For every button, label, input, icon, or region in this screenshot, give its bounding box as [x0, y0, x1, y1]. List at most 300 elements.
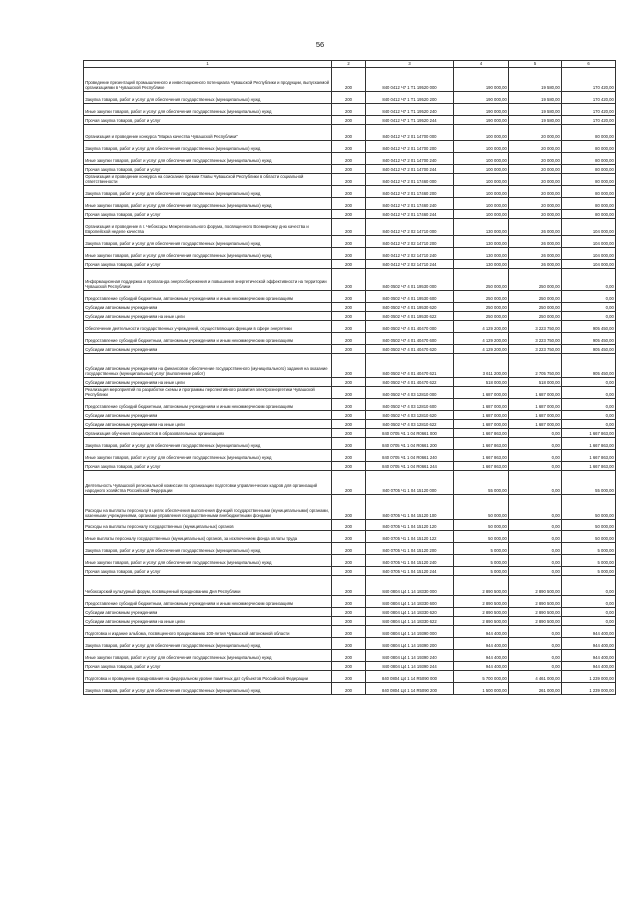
row-amount-republic: 55 000,00	[562, 471, 616, 495]
row-description: Деятельность Чувашской региональной комиссии по организации подготовки управленческих кадров для организаций народного хозяйства Российской Федерации	[84, 471, 332, 495]
row-amount-republic: 104 000,00	[562, 219, 616, 236]
table-row	[84, 555, 616, 567]
table-row	[84, 520, 616, 531]
table-row	[84, 576, 616, 596]
row-amount-federal: 0,00	[509, 471, 562, 495]
row-description: Чебоксарский культурный форум, посвященный празднованию Дня Республики	[84, 576, 332, 596]
row-amount-total: 100 000,00	[454, 125, 509, 141]
row-description: Организация обучения специалистов в образовательных организациях	[84, 429, 332, 438]
row-amount-federal: 19 580,00	[509, 92, 562, 104]
row-description: Субсидии автономным учреждениям на финансовое обеспечение государственного (муниципального) задания на оказание государственных (муниципальных) услуг (выполнение работ)	[84, 354, 332, 378]
row-description: Прочая закупка товаров, работ и услуг	[84, 116, 332, 125]
row-amount-total: 1 667 863,00	[454, 450, 509, 462]
table-row	[84, 219, 616, 236]
row-amount-republic: 0,00	[562, 291, 616, 303]
row-amount-republic: 0,00	[562, 596, 616, 608]
row-description: Предоставление субсидий бюджетным, автономным учреждениям и иным некоммерческим организациям	[84, 399, 332, 411]
table-row	[84, 141, 616, 153]
table-row	[84, 596, 616, 608]
row-amount-total: 250 000,00	[454, 303, 509, 312]
row-amount-total: 50 000,00	[454, 520, 509, 531]
row-amount-federal: 2 890 500,00	[509, 617, 562, 626]
row-amount-total: 5 700 000,00	[454, 671, 509, 683]
row-amount-total: 1 687 000,00	[454, 420, 509, 429]
row-amount-republic: 0,00	[562, 420, 616, 429]
row-description: Закупка товаров, работ и услуг для обеспечения государственных (муниципальных) нужд	[84, 638, 332, 650]
row-amount-republic: 944 400,00	[562, 626, 616, 638]
row-description: Организация и проведение в г. Чебоксары Межрегионального форума, посвященного Всемирному дню качества и Европейской неделе качества	[84, 219, 332, 236]
row-description: Проведение презентаций промышленного и инвестиционного потенциала Чувашской Республики и продукции, выпускаемой организациями в Чувашской Республике	[84, 68, 332, 92]
row-amount-federal: 1 687 000,00	[509, 420, 562, 429]
row-description: Подготовка и издание альбома, посвященного празднованию 100-летия Чувашской автономной области	[84, 626, 332, 638]
row-amount-federal: 250 000,00	[509, 291, 562, 303]
row-amount-total: 5 000,00	[454, 543, 509, 555]
row-classification: 840 0412 Ч7 2 01 17460 240	[366, 198, 454, 210]
row-code: 200	[332, 471, 366, 495]
table-row	[84, 429, 616, 438]
row-description: Подготовка и проведение празднования на федеральном уровне памятных дат субъектов Российской Федерации	[84, 671, 332, 683]
row-amount-total: 1 667 863,00	[454, 438, 509, 450]
row-amount-federal: 0,00	[509, 650, 562, 662]
row-amount-republic: 0,00	[562, 312, 616, 321]
row-code: 200	[332, 420, 366, 429]
table-row	[84, 387, 616, 399]
row-classification: 840 0804 Ц4 1 14 19390 200	[366, 638, 454, 650]
row-classification: 840 0412 Ч7 2 01 14700 244	[366, 165, 454, 174]
row-classification: 840 0804 Ц4 1 14 18330 000	[366, 576, 454, 596]
row-amount-total: 4 129 200,00	[454, 321, 509, 333]
row-classification: 840 0412 Ч7 2 01 17460 000	[366, 174, 454, 186]
row-description: Прочая закупка товаров, работ и услуг	[84, 462, 332, 471]
row-description: Расходы на выплаты персоналу государственных (муниципальных) органов	[84, 520, 332, 531]
row-amount-total: 2 890 500,00	[454, 608, 509, 617]
column-header: 1	[84, 61, 332, 68]
row-amount-federal: 0,00	[509, 555, 562, 567]
table-row	[84, 210, 616, 219]
row-description: Субсидии автономным учреждениям	[84, 303, 332, 312]
table-row	[84, 671, 616, 683]
row-amount-republic: 5 000,00	[562, 543, 616, 555]
row-classification: 840 0412 Ч7 1 Т1 19520 240	[366, 104, 454, 116]
row-description: Субсидии автономным учреждениям	[84, 345, 332, 354]
row-code: 200	[332, 269, 366, 291]
row-code: 200	[332, 617, 366, 626]
row-code: 200	[332, 608, 366, 617]
row-classification: 840 0502 Ч7 4 01 40470 620	[366, 345, 454, 354]
row-code: 200	[332, 333, 366, 345]
row-amount-total: 1 687 000,00	[454, 399, 509, 411]
row-classification: 840 0705 Ч1 1 04 15120 000	[366, 471, 454, 495]
row-amount-total: 5 000,00	[454, 555, 509, 567]
table-row	[84, 321, 616, 333]
row-amount-total: 50 000,00	[454, 495, 509, 520]
column-header: 4	[454, 61, 509, 68]
row-code: 200	[332, 543, 366, 555]
table-row	[84, 662, 616, 671]
row-amount-federal: 0,00	[509, 567, 562, 576]
row-amount-federal: 26 000,00	[509, 248, 562, 260]
row-amount-federal: 19 580,00	[509, 116, 562, 125]
row-code: 200	[332, 104, 366, 116]
row-classification: 840 0502 Ч7 4 01 19530 622	[366, 312, 454, 321]
table-row	[84, 378, 616, 387]
row-classification: 840 0705 Ч1 1 04 15120 240	[366, 555, 454, 567]
row-description: Предоставление субсидий бюджетным, автономным учреждениям и иным некоммерческим организациям	[84, 333, 332, 345]
row-amount-total: 1 687 000,00	[454, 411, 509, 420]
row-amount-total: 1 667 863,00	[454, 429, 509, 438]
table-row	[84, 626, 616, 638]
row-code: 200	[332, 116, 366, 125]
row-amount-total: 100 000,00	[454, 141, 509, 153]
row-amount-republic: 80 000,00	[562, 153, 616, 165]
row-description: Прочая закупка товаров, работ и услуг	[84, 210, 332, 219]
row-amount-republic: 0,00	[562, 399, 616, 411]
row-code: 200	[332, 345, 366, 354]
row-amount-federal: 2 890 500,00	[509, 576, 562, 596]
row-amount-total: 190 000,00	[454, 116, 509, 125]
row-code: 200	[332, 596, 366, 608]
row-code: 200	[332, 210, 366, 219]
row-classification: 840 0502 Ч7 4 01 40470 000	[366, 321, 454, 333]
row-amount-republic: 905 450,00	[562, 321, 616, 333]
column-header: 6	[562, 61, 616, 68]
row-description: Закупка товаров, работ и услуг для обеспечения государственных (муниципальных) нужд	[84, 92, 332, 104]
row-classification: 840 0804 Ц4 1 14 R5090 000	[366, 671, 454, 683]
table-row	[84, 638, 616, 650]
row-amount-republic: 80 000,00	[562, 210, 616, 219]
row-amount-federal: 261 000,00	[509, 683, 562, 695]
row-classification: 840 0412 Ч7 2 02 14710 244	[366, 260, 454, 269]
row-code: 200	[332, 219, 366, 236]
row-code: 200	[332, 125, 366, 141]
row-amount-total: 4 129 200,00	[454, 345, 509, 354]
row-code: 200	[332, 520, 366, 531]
row-classification: 840 0705 Ч1 1 04 15120 100	[366, 495, 454, 520]
table-row	[84, 303, 616, 312]
row-classification: 840 0502 Ч7 4 03 12810 620	[366, 411, 454, 420]
row-amount-republic: 50 000,00	[562, 531, 616, 543]
row-classification: 840 0705 Ч1 1 04 15120 122	[366, 531, 454, 543]
row-amount-total: 100 000,00	[454, 153, 509, 165]
row-amount-republic: 170 420,00	[562, 104, 616, 116]
row-classification: 840 0705 Ч1 1 04 R0661 240	[366, 450, 454, 462]
row-amount-republic: 80 000,00	[562, 174, 616, 186]
row-amount-republic: 905 450,00	[562, 333, 616, 345]
table-row	[84, 68, 616, 92]
row-description: Предоставление субсидий бюджетным, автономным учреждениям и иным некоммерческим организациям	[84, 596, 332, 608]
row-classification: 840 0502 Ч7 4 01 40470 600	[366, 333, 454, 345]
row-description: Иные закупки товаров, работ и услуг для обеспечения государственных (муниципальных) нужд	[84, 650, 332, 662]
row-amount-federal: 0,00	[509, 520, 562, 531]
row-code: 200	[332, 291, 366, 303]
row-amount-republic: 944 400,00	[562, 638, 616, 650]
table-row	[84, 345, 616, 354]
row-amount-federal: 20 000,00	[509, 165, 562, 174]
row-description: Реализация мероприятий по разработке схемы и программы перспективного развития электроэнергетики Чувашской Республики	[84, 387, 332, 399]
row-amount-total: 100 000,00	[454, 174, 509, 186]
row-amount-total: 2 890 500,00	[454, 617, 509, 626]
row-amount-total: 944 400,00	[454, 638, 509, 650]
row-amount-republic: 80 000,00	[562, 198, 616, 210]
table-row	[84, 683, 616, 695]
row-code: 200	[332, 638, 366, 650]
row-amount-total: 250 000,00	[454, 291, 509, 303]
table-row	[84, 260, 616, 269]
row-amount-total: 130 000,00	[454, 219, 509, 236]
row-amount-total: 50 000,00	[454, 531, 509, 543]
table-row	[84, 165, 616, 174]
row-amount-republic: 104 000,00	[562, 236, 616, 248]
row-amount-federal: 0,00	[509, 429, 562, 438]
row-classification: 840 0804 Ц4 1 14 19390 000	[366, 626, 454, 638]
row-amount-federal: 20 000,00	[509, 198, 562, 210]
table-row	[84, 438, 616, 450]
row-amount-federal: 0,00	[509, 495, 562, 520]
row-amount-total: 1 500 000,00	[454, 683, 509, 695]
row-classification: 840 0412 Ч7 2 02 14710 200	[366, 236, 454, 248]
row-amount-federal: 250 000,00	[509, 303, 562, 312]
table-row	[84, 248, 616, 260]
row-amount-republic: 1 667 863,00	[562, 450, 616, 462]
row-amount-total: 5 000,00	[454, 567, 509, 576]
table-row	[84, 92, 616, 104]
row-amount-federal: 20 000,00	[509, 174, 562, 186]
row-code: 200	[332, 567, 366, 576]
row-amount-republic: 80 000,00	[562, 141, 616, 153]
row-classification: 840 0705 Ч1 1 04 R0661 000	[366, 429, 454, 438]
row-description: Субсидии автономным учреждениям	[84, 608, 332, 617]
row-classification: 840 0502 Ч7 4 01 19530 000	[366, 269, 454, 291]
row-amount-federal: 2 890 500,00	[509, 596, 562, 608]
row-amount-total: 3 611 200,00	[454, 354, 509, 378]
row-classification: 840 0502 Ч7 4 01 40470 622	[366, 378, 454, 387]
row-description: Закупка товаров, работ и услуг для обеспечения государственных (муниципальных) нужд	[84, 438, 332, 450]
row-description: Субсидии автономным учреждениям на иные цели	[84, 312, 332, 321]
row-code: 200	[332, 174, 366, 186]
row-description: Иные закупки товаров, работ и услуг для обеспечения государственных (муниципальных) нужд	[84, 153, 332, 165]
row-amount-federal: 20 000,00	[509, 186, 562, 198]
row-amount-federal: 0,00	[509, 638, 562, 650]
row-amount-total: 55 000,00	[454, 471, 509, 495]
row-code: 200	[332, 186, 366, 198]
row-classification: 840 0412 Ч7 1 Т1 19520 000	[366, 68, 454, 92]
row-description: Предоставление субсидий бюджетным, автономным учреждениям и иным некоммерческим организациям	[84, 291, 332, 303]
row-amount-republic: 0,00	[562, 617, 616, 626]
row-code: 200	[332, 68, 366, 92]
row-amount-federal: 20 000,00	[509, 153, 562, 165]
row-classification: 840 0804 Ц4 1 14 19390 244	[366, 662, 454, 671]
row-description: Закупка товаров, работ и услуг для обеспечения государственных (муниципальных) нужд	[84, 141, 332, 153]
row-amount-republic: 104 000,00	[562, 248, 616, 260]
row-amount-republic: 170 420,00	[562, 68, 616, 92]
row-classification: 840 0412 Ч7 1 Т1 19520 200	[366, 92, 454, 104]
row-amount-federal: 19 580,00	[509, 104, 562, 116]
row-amount-federal: 0,00	[509, 438, 562, 450]
row-code: 200	[332, 555, 366, 567]
row-amount-republic: 104 000,00	[562, 260, 616, 269]
row-amount-federal: 20 000,00	[509, 141, 562, 153]
row-amount-republic: 0,00	[562, 269, 616, 291]
row-classification: 840 0412 Ч7 2 02 14710 240	[366, 248, 454, 260]
row-code: 200	[332, 354, 366, 378]
row-classification: 840 0705 Ч1 1 04 R0661 244	[366, 462, 454, 471]
row-code: 200	[332, 312, 366, 321]
row-amount-total: 100 000,00	[454, 198, 509, 210]
row-description: Иные выплаты персоналу государственных (муниципальных) органов, за исключением фонда оплаты труда	[84, 531, 332, 543]
row-code: 200	[332, 153, 366, 165]
row-amount-total: 130 000,00	[454, 236, 509, 248]
row-amount-total: 518 000,00	[454, 378, 509, 387]
row-amount-federal: 4 461 000,00	[509, 671, 562, 683]
row-code: 200	[332, 683, 366, 695]
table-row	[84, 495, 616, 520]
row-amount-federal: 0,00	[509, 626, 562, 638]
row-description: Прочая закупка товаров, работ и услуг	[84, 260, 332, 269]
row-amount-total: 4 129 200,00	[454, 333, 509, 345]
table-row	[84, 650, 616, 662]
table-row	[84, 125, 616, 141]
row-code: 200	[332, 450, 366, 462]
table-row	[84, 104, 616, 116]
table-row	[84, 471, 616, 495]
row-amount-republic: 1 667 863,00	[562, 462, 616, 471]
row-amount-total: 944 400,00	[454, 626, 509, 638]
row-amount-total: 130 000,00	[454, 260, 509, 269]
row-classification: 840 0412 Ч7 2 01 17460 200	[366, 186, 454, 198]
page-number: 56	[315, 40, 325, 49]
row-amount-federal: 26 000,00	[509, 219, 562, 236]
row-description: Субсидии автономным учреждениям на иные цели	[84, 420, 332, 429]
row-amount-republic: 944 400,00	[562, 650, 616, 662]
table-row	[84, 291, 616, 303]
row-description: Прочая закупка товаров, работ и услуг	[84, 165, 332, 174]
row-amount-total: 190 000,00	[454, 68, 509, 92]
row-amount-total: 2 890 500,00	[454, 576, 509, 596]
row-classification: 840 0804 Ц4 1 14 R5090 200	[366, 683, 454, 695]
table-row	[84, 186, 616, 198]
row-code: 200	[332, 462, 366, 471]
row-amount-federal: 19 580,00	[509, 68, 562, 92]
row-classification: 840 0705 Ч1 1 04 15120 244	[366, 567, 454, 576]
row-code: 200	[332, 662, 366, 671]
row-classification: 840 0502 Ч7 4 03 12810 600	[366, 399, 454, 411]
row-amount-total: 130 000,00	[454, 248, 509, 260]
table-body	[84, 68, 616, 695]
row-amount-federal: 1 687 000,00	[509, 387, 562, 399]
row-classification: 840 0804 Ц4 1 14 18330 600	[366, 596, 454, 608]
row-amount-republic: 80 000,00	[562, 125, 616, 141]
row-code: 200	[332, 387, 366, 399]
row-classification: 840 0502 Ч7 4 03 12810 622	[366, 420, 454, 429]
row-description: Организация и проведение конкурса "Марка качества Чувашской Республики"	[84, 125, 332, 141]
row-code: 200	[332, 438, 366, 450]
row-amount-total: 2 890 500,00	[454, 596, 509, 608]
table-row	[84, 236, 616, 248]
row-amount-federal: 1 687 000,00	[509, 411, 562, 420]
row-amount-republic: 170 420,00	[562, 116, 616, 125]
row-amount-total: 100 000,00	[454, 186, 509, 198]
row-code: 200	[332, 236, 366, 248]
row-code: 200	[332, 141, 366, 153]
row-description: Прочая закупка товаров, работ и услуг	[84, 662, 332, 671]
table-row	[84, 531, 616, 543]
row-description: Субсидии автономным учреждениям на иные цели	[84, 378, 332, 387]
row-classification: 840 0502 Ч7 4 01 19530 600	[366, 291, 454, 303]
row-description: Прочая закупка товаров, работ и услуг	[84, 567, 332, 576]
row-classification: 840 0804 Ц4 1 14 18330 620	[366, 608, 454, 617]
row-classification: 840 0412 Ч7 2 01 14700 200	[366, 141, 454, 153]
row-classification: 840 0705 Ч1 1 04 15120 120	[366, 520, 454, 531]
row-amount-total: 100 000,00	[454, 210, 509, 219]
row-amount-republic: 0,00	[562, 303, 616, 312]
row-classification: 840 0705 Ч1 1 04 15120 200	[366, 543, 454, 555]
row-code: 200	[332, 378, 366, 387]
table-row	[84, 174, 616, 186]
row-description: Иные закупки товаров, работ и услуг для обеспечения государственных (муниципальных) нужд	[84, 248, 332, 260]
row-description: Закупка товаров, работ и услуг для обеспечения государственных (муниципальных) нужд	[84, 683, 332, 695]
row-classification: 840 0412 Ч7 2 01 14700 000	[366, 125, 454, 141]
row-amount-federal: 0,00	[509, 662, 562, 671]
row-code: 200	[332, 321, 366, 333]
table-row	[84, 543, 616, 555]
row-classification: 840 0502 Ч7 4 03 12810 000	[366, 387, 454, 399]
row-amount-republic: 905 450,00	[562, 345, 616, 354]
row-amount-federal: 250 000,00	[509, 269, 562, 291]
row-amount-federal: 1 687 000,00	[509, 399, 562, 411]
row-description: Субсидии автономным учреждениям	[84, 411, 332, 420]
row-classification: 840 0804 Ц4 1 14 19390 240	[366, 650, 454, 662]
row-code: 200	[332, 531, 366, 543]
row-classification: 840 0804 Ц4 1 14 18330 622	[366, 617, 454, 626]
table-row	[84, 462, 616, 471]
row-description: Организация и проведение конкурса на соискание премии Главы Чувашской Республики в области социальной ответственности	[84, 174, 332, 186]
row-amount-republic: 0,00	[562, 576, 616, 596]
row-code: 200	[332, 165, 366, 174]
row-code: 200	[332, 576, 366, 596]
row-amount-republic: 0,00	[562, 387, 616, 399]
table-row	[84, 116, 616, 125]
row-description: Иные закупки товаров, работ и услуг для обеспечения государственных (муниципальных) нужд	[84, 104, 332, 116]
table-row	[84, 354, 616, 378]
table-row	[84, 153, 616, 165]
table-row	[84, 567, 616, 576]
row-description: Закупка товаров, работ и услуг для обеспечения государственных (муниципальных) нужд	[84, 543, 332, 555]
row-description: Закупка товаров, работ и услуг для обеспечения государственных (муниципальных) нужд	[84, 236, 332, 248]
row-amount-republic: 50 000,00	[562, 495, 616, 520]
row-amount-federal: 0,00	[509, 450, 562, 462]
row-amount-federal: 518 000,00	[509, 378, 562, 387]
row-code: 200	[332, 248, 366, 260]
row-code: 200	[332, 92, 366, 104]
row-code: 200	[332, 495, 366, 520]
row-amount-republic: 5 000,00	[562, 567, 616, 576]
row-classification: 840 0705 Ч1 1 04 R0661 200	[366, 438, 454, 450]
row-amount-republic: 944 400,00	[562, 662, 616, 671]
row-amount-republic: 1 239 000,00	[562, 683, 616, 695]
row-code: 200	[332, 399, 366, 411]
table-row	[84, 450, 616, 462]
row-amount-total: 250 000,00	[454, 269, 509, 291]
row-description: Иные закупки товаров, работ и услуг для обеспечения государственных (муниципальных) нужд	[84, 450, 332, 462]
table-row	[84, 411, 616, 420]
table-row	[84, 312, 616, 321]
row-classification: 840 0412 Ч7 2 01 14700 240	[366, 153, 454, 165]
row-classification: 840 0502 Ч7 4 01 19530 620	[366, 303, 454, 312]
column-header: 2	[332, 61, 366, 68]
row-description: Обеспечение деятельности государственных учреждений, осуществляющих функции в сфере энергетики	[84, 321, 332, 333]
row-amount-total: 944 400,00	[454, 650, 509, 662]
row-amount-federal: 250 000,00	[509, 312, 562, 321]
